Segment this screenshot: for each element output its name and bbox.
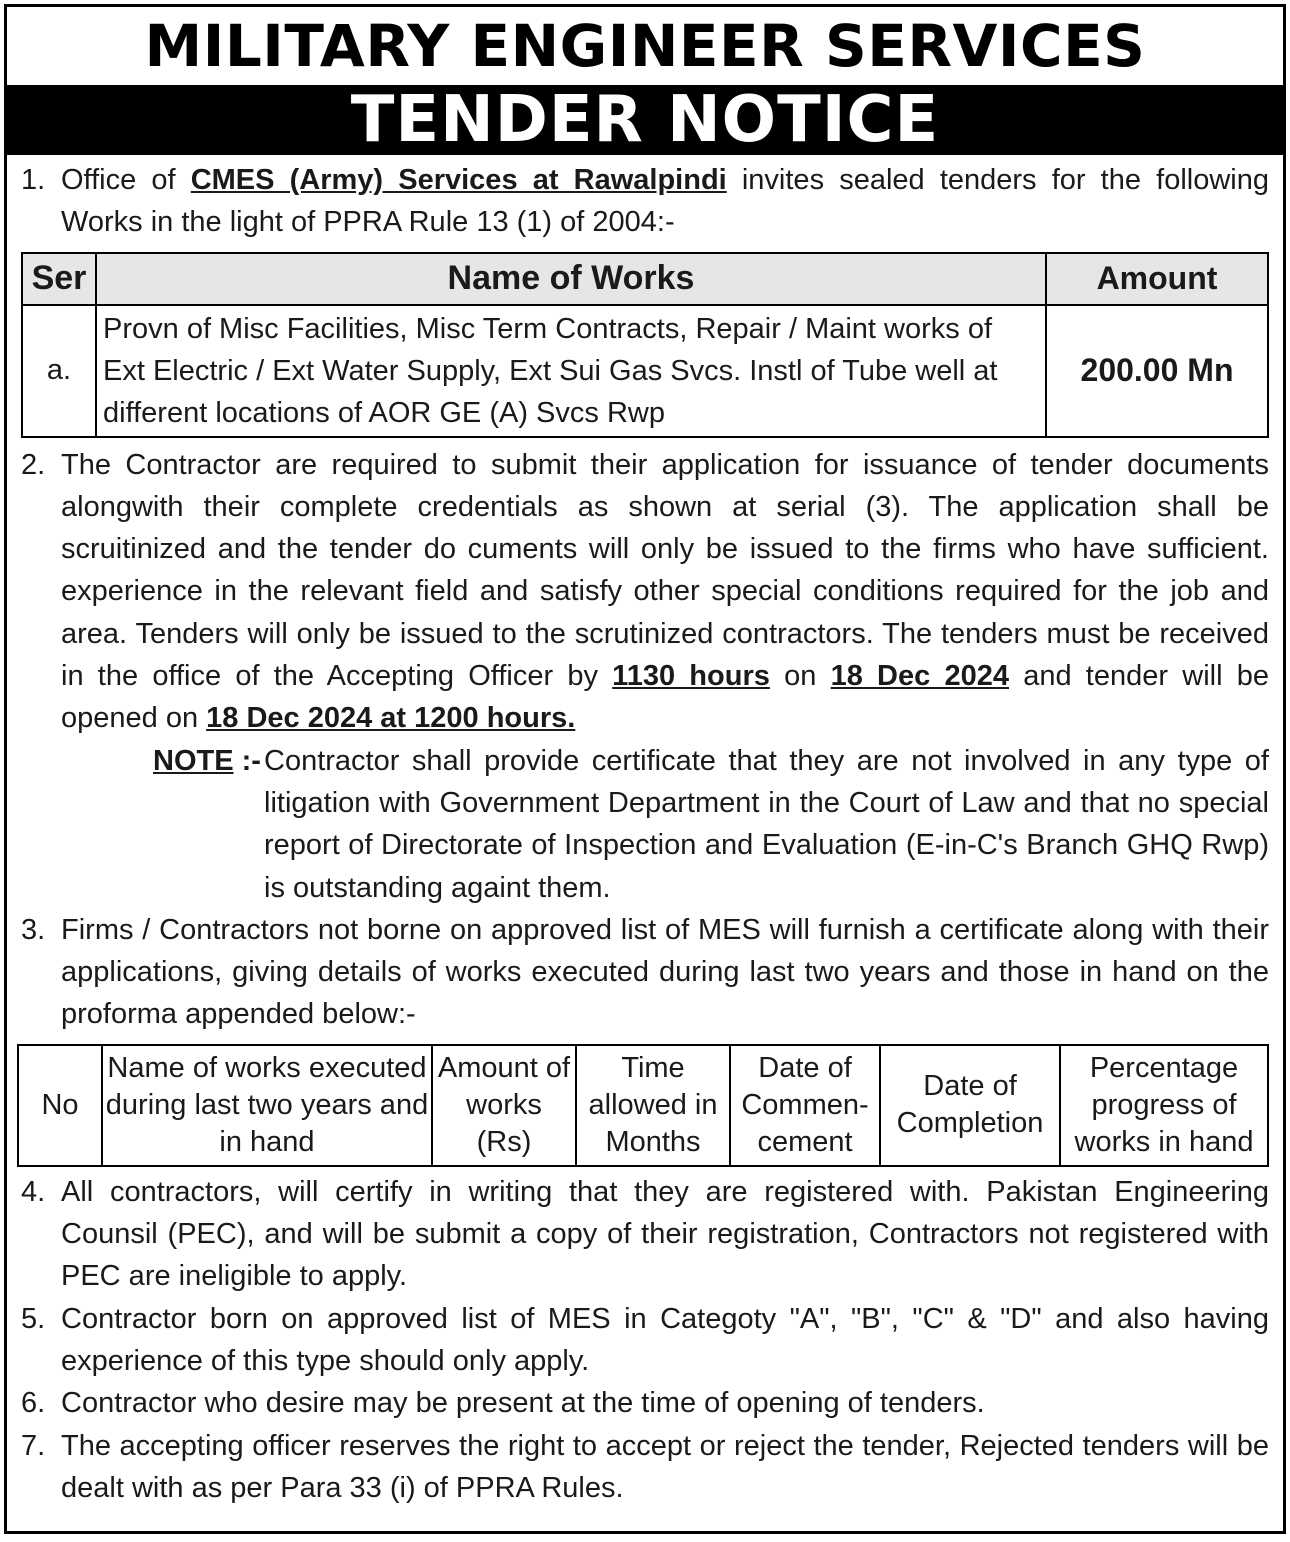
- paragraph-number: 2.: [21, 448, 46, 481]
- paragraph-number: 1.: [21, 164, 46, 196]
- works-table-header: [22, 253, 1268, 305]
- note-label: NOTE: [153, 744, 234, 777]
- paragraph-7: [21, 1425, 1269, 1510]
- organization-title: MILITARY ENGINEER SERVICES: [144, 12, 1146, 80]
- submission-time: 1130 hours: [612, 660, 770, 693]
- paragraph-text: Contractor born on approved list of MES in Categoty "A", "B", "C" & "D" and also having experience of this type should only apply.: [61, 1302, 1269, 1377]
- column-header-date-of-completion: Date of Completion: [880, 1045, 1060, 1166]
- paragraph-6: [21, 1382, 1269, 1424]
- paragraph-5: [21, 1298, 1269, 1383]
- proforma-header-row: [18, 1045, 1268, 1166]
- paragraph-number: 6.: [21, 1387, 46, 1420]
- column-header-ser: Ser: [22, 253, 96, 305]
- table-row: [22, 305, 1268, 437]
- note-text: Contractor shall provide certificate that they are not involved in any type of litigation with Government Department in the Court of Law and that no special report of Directorate of Inspection and Evaluation (E-in-C's Branch GHQ Rwp) is outstanding againt them.: [264, 744, 1269, 904]
- column-header-name-of-works: Name of Works: [96, 253, 1046, 305]
- column-header-date-of-commencement: Date of Commen-cement: [730, 1045, 880, 1166]
- column-header-no: No: [18, 1045, 102, 1166]
- paragraph-text: The Contractor are required to submit their application for issuance of tender documents alongwith their complete credentials as shown at serial (3). The application shall be scruitinized and the tender do cuments will only be issued to the firms who have sufficient. experience in the relevant field and satisfy other special conditions required for the job and area. Tenders will only be issued to the scrutinized contractors. The tenders must be received in the office of the Accepting Officer by 1130 hours on 18 Dec 2024 and tender will be opened on 18 Dec 2024 at 1200 hours.: [61, 448, 1269, 735]
- column-header-percentage-progress: Percentage progress of works in hand: [1060, 1045, 1268, 1166]
- works-table: [21, 252, 1269, 438]
- notice-body: [7, 155, 1283, 1509]
- paragraph-text: The accepting officer reserves the right to accept or reject the tender, Rejected tenders will be dealt with as per Para 33 (i) of PPRA Rules.: [61, 1429, 1269, 1504]
- opening-date-time: 18 Dec 2024 at 1200 hours.: [206, 702, 576, 735]
- row-work-name: Provn of Misc Facilities, Misc Term Contracts, Repair / Maint works of Ext Electric / Ext Water Supply, Ext Sui Gas Svcs. Instl of Tube well at different locations of AOR GE (A) Svcs Rwp: [96, 305, 1046, 437]
- proforma-table: [17, 1044, 1269, 1167]
- paragraph-number: 5.: [21, 1302, 46, 1335]
- note-block: NOTE :- Contractor shall provide certificate that they are not involved in any type of litigation with Government Department in the Court of Law and that no special report of Directorate of Inspection and Evaluation (E-in-C's Branch GHQ Rwp) is outstanding againt them.: [153, 740, 1269, 909]
- paragraph-number: 7.: [21, 1429, 46, 1462]
- paragraph-number: 3.: [21, 913, 46, 946]
- paragraph-text: All contractors, will certify in writing that they are registered with. Pakistan Engineering Counsil (PEC), and will be submit a copy of their registration, Contractors not registered with PEC are ineligible to apply.: [61, 1175, 1269, 1293]
- column-header-amount: Amount: [1046, 253, 1268, 305]
- row-amount: 200.00 Mn: [1046, 305, 1268, 437]
- paragraph-1: [21, 159, 1269, 244]
- paragraph-text: Contractor who desire may be present at the time of opening of tenders.: [61, 1387, 985, 1420]
- paragraph-text: Office of CMES (Army) Services at Rawalpindi invites sealed tenders for the following Works in the light of PPRA Rule 13 (1) of 2004:-: [61, 164, 1269, 239]
- column-header-amount-of-works: Amount of works (Rs): [432, 1045, 576, 1166]
- paragraph-text: Firms / Contractors not borne on approved list of MES will furnish a certificate along with their applications, giving details of works executed during last two years and those in hand on the proforma appended below:-: [61, 913, 1269, 1031]
- column-header-time-allowed: Time allowed in Months: [576, 1045, 730, 1166]
- tender-notice-page: [4, 4, 1286, 1534]
- office-name: CMES (Army) Services at Rawalpindi: [190, 164, 727, 196]
- paragraph-2: [21, 444, 1269, 740]
- row-ser: a.: [22, 305, 96, 437]
- paragraph-number: 4.: [21, 1175, 46, 1208]
- paragraph-4: [21, 1171, 1269, 1298]
- column-header-works-executed: Name of works executed during last two years and in hand: [102, 1045, 432, 1166]
- notice-title-banner: TENDER NOTICE: [7, 85, 1283, 155]
- paragraph-3: [21, 909, 1269, 1036]
- submission-date: 18 Dec 2024: [830, 660, 1009, 693]
